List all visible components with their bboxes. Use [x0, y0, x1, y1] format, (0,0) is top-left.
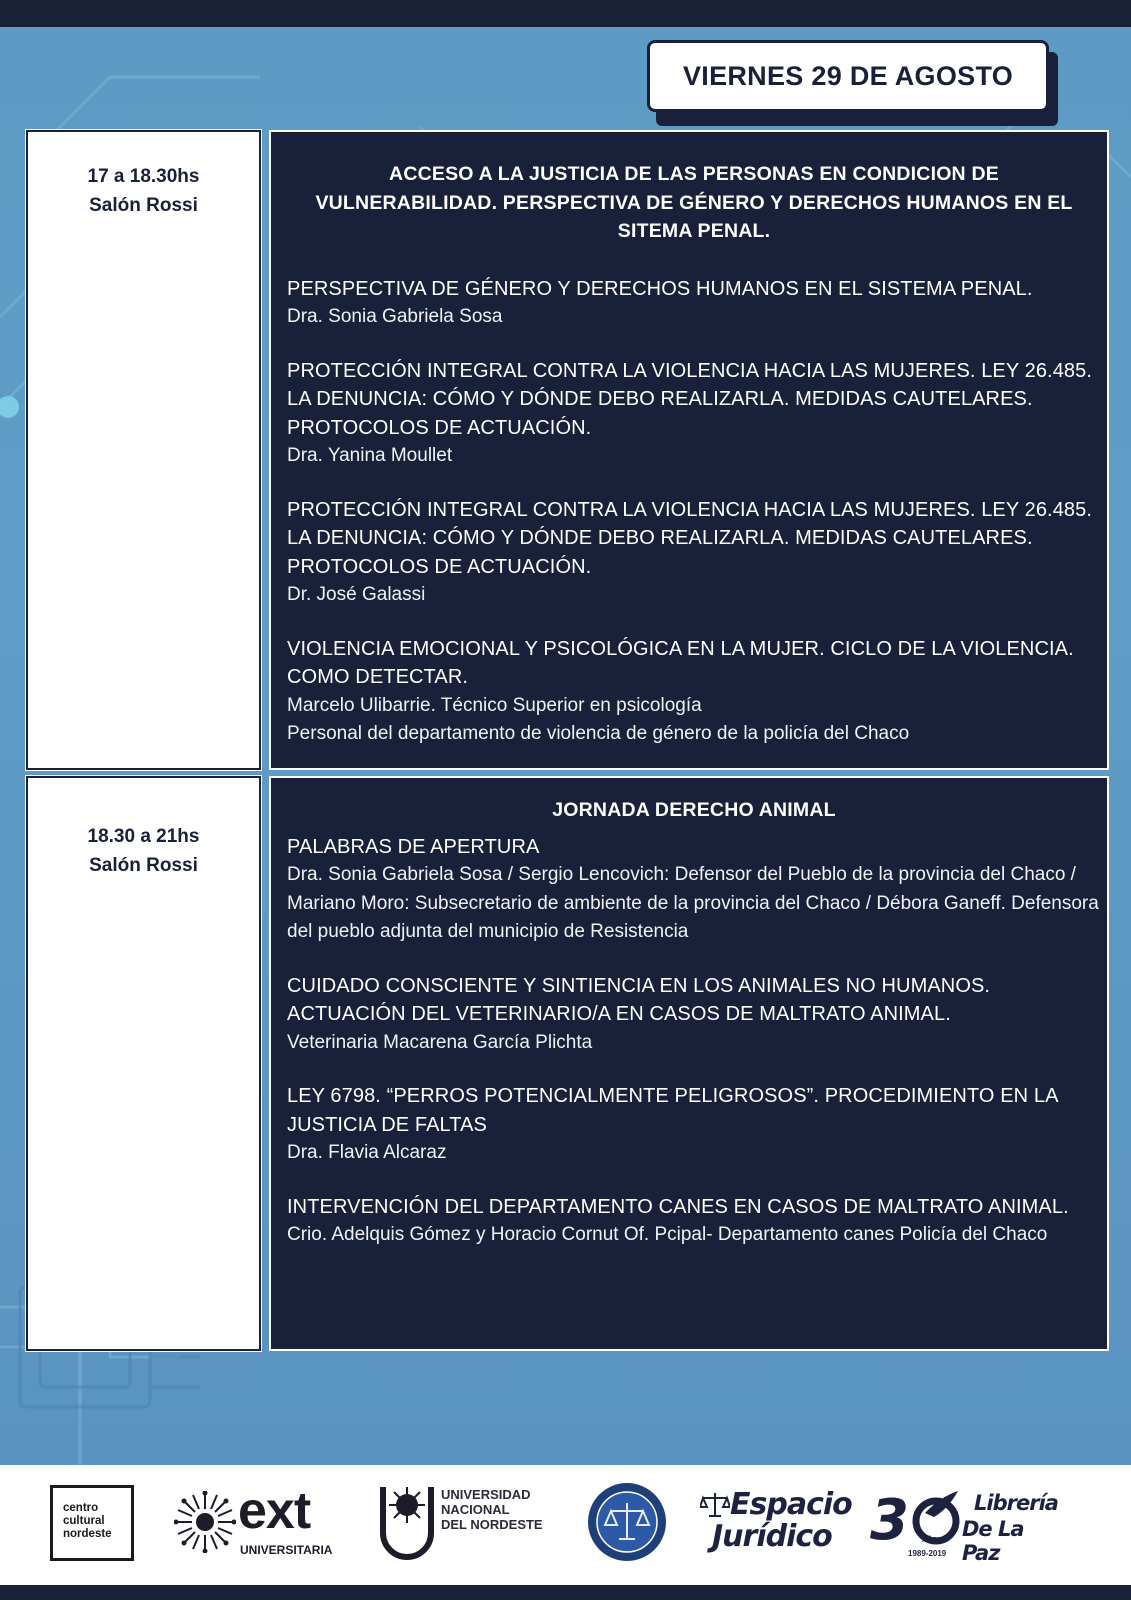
session-room: Salón Rossi: [89, 195, 198, 216]
talk-title: PERSPECTIVA DE GÉNERO Y DERECHOS HUMANOS EN EL SISTEMA PENAL.: [287, 277, 1033, 300]
scales-icon: [700, 1491, 730, 1519]
talk-speaker: Crio. Adelquis Gómez y Horacio Cornut Of. Pcipal- Departamento canes Policía del Chaco: [287, 1224, 1048, 1245]
date-banner: [647, 40, 1049, 112]
talk-item: [287, 1193, 1101, 1250]
espacio-juridico-logo: [700, 1485, 850, 1561]
ldp-line1: Librería: [974, 1491, 1058, 1515]
talk-title: PROTECCIÓN INTEGRAL CONTRA LA VIOLENCIA HACIA LAS MUJERES. LEY 26.485. LA DENUNCIA: CÓMO Y DÓNDE DEBO REALIZARLA. MEDIDAS CAUTELARES. PROTOCOLOS DE ACTUACIÓN.: [287, 359, 1093, 439]
talk-item: [287, 357, 1101, 471]
date-label: VIERNES 29 DE AGOSTO: [682, 60, 1014, 91]
talk-item: [287, 833, 1101, 947]
session-title: ACCESO A LA JUSTICIA DE LAS PERSONAS EN CONDICION DE VULNERABILIDAD. PERSPECTIVA DE GÉNERO Y DERECHOS HUMANOS EN EL SITEMA PENAL.: [315, 163, 1073, 242]
session-content-panel: [269, 776, 1109, 1351]
talk-title: VIOLENCIA EMOCIONAL Y PSICOLÓGICA EN LA MUJER. CICLO DE LA VIOLENCIA. COMO DETECTAR.: [287, 637, 1074, 688]
ldp-line2: De La Paz: [962, 1517, 1024, 1565]
ej-line1: Espacio: [730, 1487, 852, 1522]
session-room: Salón Rossi: [89, 855, 198, 876]
session-title: JORNADA DERECHO ANIMAL: [552, 799, 836, 821]
session-time: 17 a 18.30hs: [87, 166, 200, 187]
talk-speaker: Dr. José Galassi: [287, 584, 426, 605]
ccn-text-line: cultural: [63, 1515, 105, 1527]
talk-speaker-secondary: Personal del departamento de violencia de género de la policía del Chaco: [287, 723, 910, 744]
talk-speaker: Dra. Yanina Moullet: [287, 445, 453, 466]
talk-speaker: Dra. Sonia Gabriela Sosa: [287, 306, 503, 327]
ext-text: ext: [238, 1482, 311, 1540]
libreria-de-la-paz-logo: [870, 1483, 1060, 1567]
sun-burst-icon: [174, 1491, 236, 1553]
talk-item: [287, 635, 1101, 749]
ccn-text-line: centro: [63, 1502, 99, 1514]
talk-speaker: Veterinaria Macarena García Plichta: [287, 1031, 593, 1053]
talk-title: INTERVENCIÓN DEL DEPARTAMENTO CANES EN CASOS DE MALTRATO ANIMAL.: [287, 1195, 1069, 1218]
talk-item: [287, 972, 1101, 1058]
svg-text:3: 3: [870, 1488, 909, 1553]
session-time-panel: [26, 130, 261, 770]
bottom-bar: [0, 1585, 1131, 1600]
session-content-panel: [269, 130, 1109, 770]
unne-name: [441, 1487, 543, 1532]
session-time-panel: [26, 776, 261, 1351]
session-time: 18.30 a 21hs: [87, 826, 200, 847]
ccn-text-line: nordeste: [63, 1528, 112, 1540]
unne-logo: [377, 1483, 557, 1567]
talk-title: LEY 6798. “PERROS POTENCIALMENTE PELIGROSOS”. PROCEDIMIENTO EN LA JUSTICIA DE FALTAS: [287, 1085, 1058, 1136]
talk-item: [287, 496, 1101, 610]
unne-u-icon: [377, 1483, 437, 1565]
scales-seal-icon: [586, 1481, 668, 1563]
unne-text-line: UNIVERSIDAD: [441, 1487, 531, 1502]
talk-item: [287, 1082, 1101, 1168]
ext-universitaria-logo: [174, 1482, 334, 1561]
talk-title: PROTECCIÓN INTEGRAL CONTRA LA VIOLENCIA HACIA LAS MUJERES. LEY 26.485. LA DENUNCIA: CÓMO Y DÓNDE DEBO REALIZARLA. MEDIDAS CAUTELARES. PROTOCOLOS DE ACTUACIÓN.: [287, 498, 1093, 578]
unne-text-line: NACIONAL: [441, 1502, 510, 1517]
talk-item: [287, 275, 1101, 332]
ldp-years: 1989-2019: [908, 1549, 947, 1558]
talk-title: CUIDADO CONSCIENTE Y SINTIENCIA EN LOS ANIMALES NO HUMANOS. ACTUACIÓN DEL VETERINARIO/A EN CASOS DE MALTRATO ANIMAL.: [287, 974, 991, 1025]
ext-subtitle: UNIVERSITARIA: [240, 1543, 333, 1557]
justice-seal-logo: [586, 1481, 668, 1563]
centro-cultural-nordeste-logo: [50, 1485, 134, 1561]
ej-line2: Jurídico: [712, 1519, 832, 1554]
sponsor-footer: [0, 1465, 1131, 1585]
ldp-anos: AÑOS: [922, 1537, 943, 1544]
unne-text-line: DEL NORDESTE: [441, 1517, 543, 1532]
talk-title: PALABRAS DE APERTURA: [287, 835, 540, 858]
talk-speaker: Dra. Sonia Gabriela Sosa / Sergio Lencovich: Defensor del Pueblo de la provincia del Chaco / Mariano Moro: Subsecretario de ambiente de la provincia del Chaco / Débora Ganeff. Defensora del pueblo adjunta del municipio de Resistencia: [287, 864, 1099, 942]
talk-speaker: Marcelo Ulibarrie. Técnico Superior en psicología: [287, 694, 702, 716]
talk-speaker: Dra. Flavia Alcaraz: [287, 1142, 447, 1163]
